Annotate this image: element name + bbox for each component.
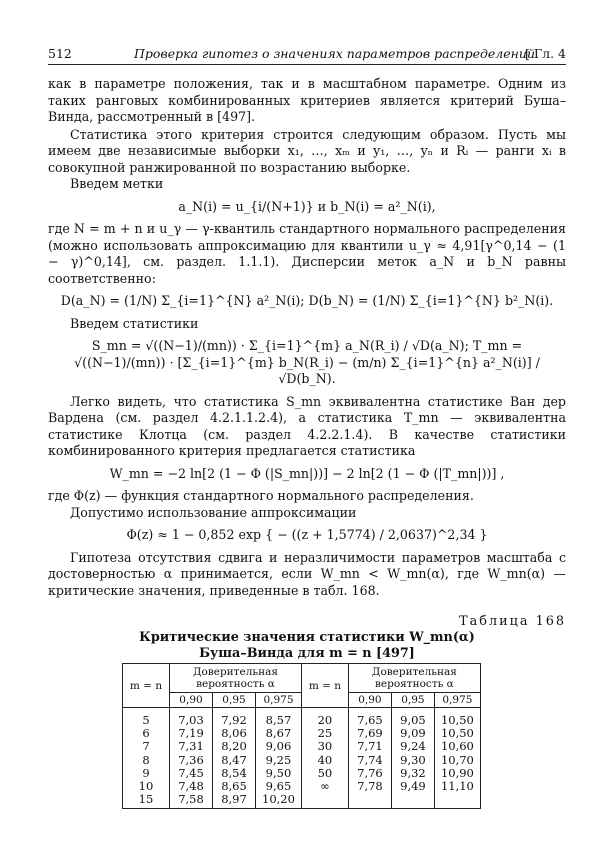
formula-phi-approx: Φ(z) ≈ 1 − 0,852 exp { − ((z + 1,5774) / 2,0637)^2,34 }: [126, 527, 488, 542]
paragraph-2: Статистика этого критерия строится следующим образом. Пусть мы имеем две независимые выборки x₁, …, xₘ и y₁, …, yₙ и Rᵢ — ранги xᵢ в совокупной ранжированной по возрастанию выборке.: [48, 126, 566, 175]
value-cell: 9,49: [391, 780, 434, 793]
value-cell: 10,60: [434, 740, 480, 753]
value-cell: 8,06: [213, 727, 256, 740]
value-cell: 10,70: [434, 754, 480, 767]
table-row: [123, 780, 481, 793]
table-number: Таблица 168: [459, 614, 566, 629]
alpha-header: 0,90: [348, 693, 391, 708]
value-cell: 8,65: [213, 780, 256, 793]
main-text: [48, 76, 566, 599]
paragraph-8: Допустимо использование аппроксимации: [70, 504, 357, 520]
formula-variances: D(a_N) = (1/N) Σ_{i=1}^{N} a²_N(i); D(b_N) = (1/N) Σ_{i=1}^{N} b²_N(i).: [60, 293, 554, 308]
value-cell: 8,47: [213, 754, 256, 767]
mn-cell: 8: [123, 754, 170, 767]
value-cell: 7,48: [170, 780, 213, 793]
paragraph-9: Гипотеза отсутствия сдвига и неразличимости параметров масштаба с достоверностью α принимается, если W_mn < W_mn(α), где W_mn(α) — критические значения, приведенные в табл. 168.: [48, 549, 566, 598]
value-cell: 10,20: [256, 793, 302, 809]
formula-statistics: S_mn = √((N−1)/(mn)) · Σ_{i=1}^{m} a_N(R_i) / √D(a_N); T_mn = √((N−1)/(mn)) · [Σ_{i=1}^{m} b_N(R_i) − (m/n) Σ_{i=1}^{n} a²_N(i)] / √D(b_N).: [74, 338, 540, 386]
table-row: [123, 767, 481, 780]
table-row: [123, 754, 481, 767]
mn-cell: 40: [301, 754, 348, 767]
value-cell: 11,10: [434, 780, 480, 793]
table-row: [123, 727, 481, 740]
value-cell: 8,97: [213, 793, 256, 809]
value-cell: 7,69: [348, 727, 391, 740]
chapter-label: [ Гл. 4: [525, 46, 566, 61]
running-header: [48, 44, 566, 65]
value-cell: 7,45: [170, 767, 213, 780]
paragraph-3: Введем метки: [70, 176, 164, 191]
value-cell: 7,36: [170, 754, 213, 767]
mn-cell: [301, 793, 348, 809]
table-title-line-2: Буша–Винда для m = n [497]: [199, 646, 415, 661]
value-cell: 7,03: [170, 708, 213, 728]
mn-cell: 7: [123, 740, 170, 753]
paragraph-7: где Φ(z) — функция стандартного нормального распределения.: [48, 488, 474, 503]
value-cell: 8,67: [256, 727, 302, 740]
table-title-line-1: Критические значения статистики W_mn(α): [139, 630, 475, 645]
alpha-header: 0,90: [170, 693, 213, 708]
alpha-header: 0,95: [213, 693, 256, 708]
value-cell: 8,57: [256, 708, 302, 728]
value-cell: 7,31: [170, 740, 213, 753]
value-cell: [391, 793, 434, 809]
group-header-left: Доверительная вероятность α: [170, 664, 302, 693]
value-cell: 7,19: [170, 727, 213, 740]
mn-cell: 5: [123, 708, 170, 728]
value-cell: 9,25: [256, 754, 302, 767]
mn-cell: ∞: [301, 780, 348, 793]
value-cell: 7,76: [348, 767, 391, 780]
mn-cell: 9: [123, 767, 170, 780]
alpha-header: 0,975: [434, 693, 480, 708]
mn-cell: 25: [301, 727, 348, 740]
value-cell: 9,50: [256, 767, 302, 780]
value-cell: 9,65: [256, 780, 302, 793]
value-cell: 9,30: [391, 754, 434, 767]
table-caption: [48, 614, 566, 662]
value-cell: 8,54: [213, 767, 256, 780]
formula-wmn: W_mn = −2 ln[2 (1 − Φ (|S_mn|))] − 2 ln[2 (1 − Φ (|T_mn|))] ,: [109, 465, 505, 481]
value-cell: 9,05: [391, 708, 434, 728]
col-header-mn: m = n: [123, 664, 170, 708]
table-row: [123, 708, 481, 728]
value-cell: 7,65: [348, 708, 391, 728]
mn-cell: 10: [123, 780, 170, 793]
page-number: 512: [48, 46, 72, 61]
table-row: [123, 740, 481, 753]
table-body: [123, 708, 481, 809]
value-cell: 7,58: [170, 793, 213, 809]
mn-cell: 50: [301, 767, 348, 780]
mn-cell: 6: [123, 727, 170, 740]
col-header-mn: m = n: [301, 664, 348, 708]
value-cell: 7,74: [348, 754, 391, 767]
value-cell: [348, 793, 391, 809]
running-title: Проверка гипотез о значениях параметров распределений: [134, 46, 536, 61]
paragraph-6: Легко видеть, что статистика S_mn эквивалентна статистике Ван дер Вардена (см. раздел 4.2.1.1.2.4), а статистика T_mn — эквивалентна статистике Клотца (см. раздел 4.2.2.1.4). В качестве статистики комбинированного критерия предлагается статистика: [48, 393, 566, 458]
value-cell: 8,20: [213, 740, 256, 753]
value-cell: 7,71: [348, 740, 391, 753]
paragraph-1: как в параметре положения, так и в масштабном параметре. Одним из таких ранговых комбинированных критериев является критерий Буша–Винда, рассмотренный в [497].: [48, 76, 566, 124]
alpha-header: 0,975: [256, 693, 302, 708]
value-cell: 9,32: [391, 767, 434, 780]
mn-cell: 30: [301, 740, 348, 753]
group-header-right: Доверительная вероятность α: [348, 664, 480, 693]
formula-labels: a_N(i) = u_{i/(N+1)} и b_N(i) = a²_N(i),: [178, 198, 436, 214]
critical-values-table: [122, 663, 481, 809]
paragraph-5: Введем статистики: [70, 315, 199, 331]
alpha-header: 0,95: [391, 693, 434, 708]
value-cell: 10,50: [434, 708, 480, 728]
value-cell: 7,78: [348, 780, 391, 793]
paragraph-4: где N = m + n и u_γ — γ-квантиль стандартного нормального распределения (можно использовать аппроксимацию для квантили u_γ ≈ 4,91[γ^0,14 − (1 − γ)^0,14], см. раздел. 1.1.1). Дисперсии меток a_N и b_N равны соответственно:: [48, 221, 566, 286]
value-cell: 7,92: [213, 708, 256, 728]
value-cell: 9,24: [391, 740, 434, 753]
value-cell: 10,90: [434, 767, 480, 780]
mn-cell: 20: [301, 708, 348, 728]
value-cell: [434, 793, 480, 809]
value-cell: 9,06: [256, 740, 302, 753]
value-cell: 10,50: [434, 727, 480, 740]
table-row: [123, 793, 481, 809]
mn-cell: 15: [123, 793, 170, 809]
value-cell: 9,09: [391, 727, 434, 740]
